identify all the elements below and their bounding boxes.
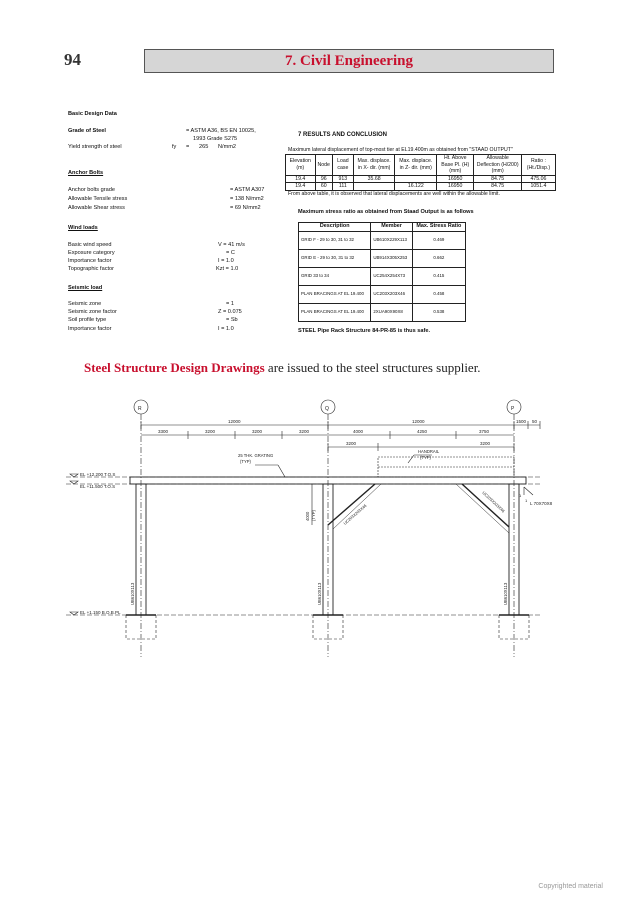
table1-cell	[395, 175, 437, 183]
anchor-bolts-title: Anchor Bolts	[68, 170, 104, 176]
member-brace-left: UC203X203X46	[342, 503, 368, 526]
table2-cell: UB610X229X113	[371, 231, 412, 249]
table1-cell: 913	[332, 175, 353, 183]
table2-cell: PLAN BRACINGS AT EL 19.400	[299, 285, 371, 303]
table1-header: Load case	[332, 155, 353, 176]
table1-cell	[353, 183, 395, 191]
chapter-title: 7. Civil Engineering	[144, 49, 554, 73]
table1-cell: 1051.4	[521, 183, 555, 191]
table2-cell: UC203X203X46	[371, 285, 412, 303]
zone-value: = 1	[226, 301, 234, 307]
level-base: EL +1.150 B.O.B.PL	[80, 610, 121, 615]
table1-header: Elevation (m)	[286, 155, 316, 176]
table2-header: Description	[299, 223, 371, 232]
exposure-value: = C	[226, 250, 235, 256]
soil-label: Soil profile type	[68, 317, 107, 323]
importance2-label: Importance factor	[68, 326, 112, 332]
handrail-label: HANDRAIL	[418, 449, 440, 454]
exposure-label: Exposure category	[68, 250, 115, 256]
zone-factor-value: Z = 0.075	[218, 309, 242, 315]
table2-cell: 0.415	[412, 267, 465, 285]
table1-note: From above table, it is observed that lateral displacements are well within the allowable limit.	[288, 191, 500, 197]
level-top: EL +12.200 T.O.S	[80, 472, 116, 477]
dim-12000-left: 12000	[228, 419, 241, 424]
dim-row2: 3750	[479, 429, 490, 434]
level-mid: EL +11.500 T.O.S	[80, 484, 116, 489]
table2-cell: GRID 33 to 34	[299, 267, 371, 285]
grating-label: 25 THK. GRATING	[238, 453, 274, 458]
table1-cell: 19.4	[286, 175, 316, 183]
grating-typ: (TYP)	[240, 459, 251, 464]
table2-cell: 0.662	[412, 249, 465, 267]
shear-label: Allowable Shear stress	[68, 205, 125, 211]
slope-label: 1	[525, 498, 528, 503]
wind-loads-title: Wind loads	[68, 225, 98, 231]
steel-structure-drawing	[0, 395, 627, 660]
table1-header: Max. displace. in Z- dir. (mm)	[395, 155, 437, 176]
grid-label-q: Q	[325, 406, 329, 412]
member-col-right: UB610X113	[503, 582, 508, 605]
shear-value: = 69 N/mm2	[230, 205, 261, 211]
table1-cell: 84.75	[474, 175, 521, 183]
table1-cell: 475.06	[521, 175, 555, 183]
table2-cell: 0.469	[412, 231, 465, 249]
table-row	[286, 183, 556, 191]
table2-caption: Maximum stress ratio as obtained from Staad Output is as follows	[298, 209, 474, 215]
design-data-title: Basic Design Data	[68, 111, 117, 117]
soil-value: = Sb	[226, 317, 238, 323]
table-row	[299, 249, 466, 267]
dim-row2: 3200	[299, 429, 310, 434]
dim-4000-typ: (TYP)	[311, 510, 316, 521]
dim-12000-right: 12000	[412, 419, 425, 424]
table-row	[299, 231, 466, 249]
caption-highlight: Steel Structure Design Drawings	[84, 360, 265, 375]
dim-row2: 3200	[252, 429, 263, 434]
dim-4000: 4000	[305, 511, 310, 521]
page-number: 94	[64, 50, 81, 69]
importance-label: Importance factor	[68, 258, 112, 264]
yield-label: Yield strength of steel	[68, 144, 122, 150]
member-col-left: UB610X113	[130, 582, 135, 605]
table2-cell: 0.538	[412, 303, 465, 321]
dim-3200-a: 3200	[346, 441, 357, 446]
table2-cell: UB914X305X253	[371, 249, 412, 267]
slope-label-2: 1	[519, 493, 522, 498]
table1-cell: 16.122	[395, 183, 437, 191]
zone-label: Seismic zone	[68, 301, 102, 307]
tensile-label: Allowable Tensile stress	[68, 196, 128, 202]
dim-row2: 3200	[205, 429, 216, 434]
grid-label-p: P	[511, 406, 515, 412]
table1-cell: 84.75	[474, 183, 521, 191]
yield-eq: =	[186, 144, 190, 150]
table1-cell: 96	[315, 175, 332, 183]
grade-value-1: = ASTM A36, BS EN 10025,	[186, 128, 256, 134]
zone-factor-label: Seismic zone factor	[68, 309, 117, 315]
table2-header: Member	[371, 223, 412, 232]
dim-3200-b: 3200	[480, 441, 491, 446]
dim-1500: 1500	[516, 419, 527, 424]
grade-value-2: 1993 Grade S275	[193, 136, 238, 142]
table2-cell: GRID F - 29 to 30, 31 to 32	[299, 231, 371, 249]
copyright-notice: Copyrighted material	[538, 883, 603, 890]
table2-cell: 0.458	[412, 285, 465, 303]
results-heading: 7 RESULTS AND CONCLUSION	[298, 132, 388, 138]
dim-50: 50	[532, 419, 538, 424]
table1-cell: 19.4	[286, 183, 316, 191]
table-row	[299, 267, 466, 285]
dim-row2: 4250	[417, 429, 428, 434]
displacement-table	[285, 154, 556, 191]
stress-ratio-table	[298, 222, 466, 322]
table2-header: Max. Stress Ratio	[412, 223, 465, 232]
table-row	[299, 303, 466, 321]
importance-value: I = 1.0	[218, 258, 234, 264]
drawing-caption	[84, 360, 481, 376]
table1-cell: 16950	[437, 183, 474, 191]
tensile-value: = 138 N/mm2	[230, 196, 264, 202]
table1-header: Ht. Above Base Pl. (H) (mm)	[437, 155, 474, 176]
anchor-grade-label: Anchor bolts grade	[68, 187, 115, 193]
yield-unit: N/mm2	[218, 144, 237, 150]
caption-rest: are issued to the steel structures supplier.	[264, 360, 481, 375]
grade-label: Grade of Steel	[68, 128, 106, 134]
table1-header: Ratio : (Ht./Disp.)	[521, 155, 555, 176]
table2-cell: GRID E - 29 to 30, 31 to 32	[299, 249, 371, 267]
table1-header: Node	[315, 155, 332, 176]
table-row	[286, 175, 556, 183]
yield-value: 265	[199, 144, 209, 150]
dim-row2: 4000	[353, 429, 364, 434]
yield-symbol: fy	[172, 144, 177, 150]
grid-label-r: R	[138, 406, 142, 412]
table1-cell: 60	[315, 183, 332, 191]
table1-cell: 111	[332, 183, 353, 191]
table1-cell: 16950	[437, 175, 474, 183]
handrail-typ: (TYP)	[420, 455, 431, 460]
topo-label: Topographic factor	[68, 266, 115, 272]
wind-speed-label: Basic wind speed	[68, 242, 112, 248]
table1-header: Max. displace. in X- dir. (mm)	[353, 155, 395, 176]
member-col-mid: UB610X113	[317, 582, 322, 605]
anchor-grade-value: = ASTM A307	[230, 187, 265, 193]
table1-cell: 35.68	[353, 175, 395, 183]
table-row	[299, 285, 466, 303]
table2-cell: PLAN BRACINGS AT EL 19.400	[299, 303, 371, 321]
seismic-load-title: Seismic load	[68, 285, 103, 291]
topo-value: Kzt = 1.0	[216, 266, 239, 272]
member-brace-right: UC203X203X46	[481, 490, 506, 514]
conclusion-text: STEEL Pipe Rack Structure 84-PR-85 is thus safe.	[298, 328, 431, 334]
table2-cell: UC254X254X73	[371, 267, 412, 285]
table1-header: Allowable Deflection (H/200) (mm)	[474, 155, 521, 176]
importance2-value: I = 1.0	[218, 326, 234, 332]
angle-label: L 70X70X8	[530, 501, 553, 506]
table2-cell: 2XUA90X90X8	[371, 303, 412, 321]
dim-row2: 3300	[158, 429, 169, 434]
table1-caption: Maximum lateral displacement of top-most tier at EL19.400m as obtained from "STAAD OUTPUT"	[288, 147, 513, 153]
wind-speed-value: V = 41 m/s	[218, 242, 245, 248]
